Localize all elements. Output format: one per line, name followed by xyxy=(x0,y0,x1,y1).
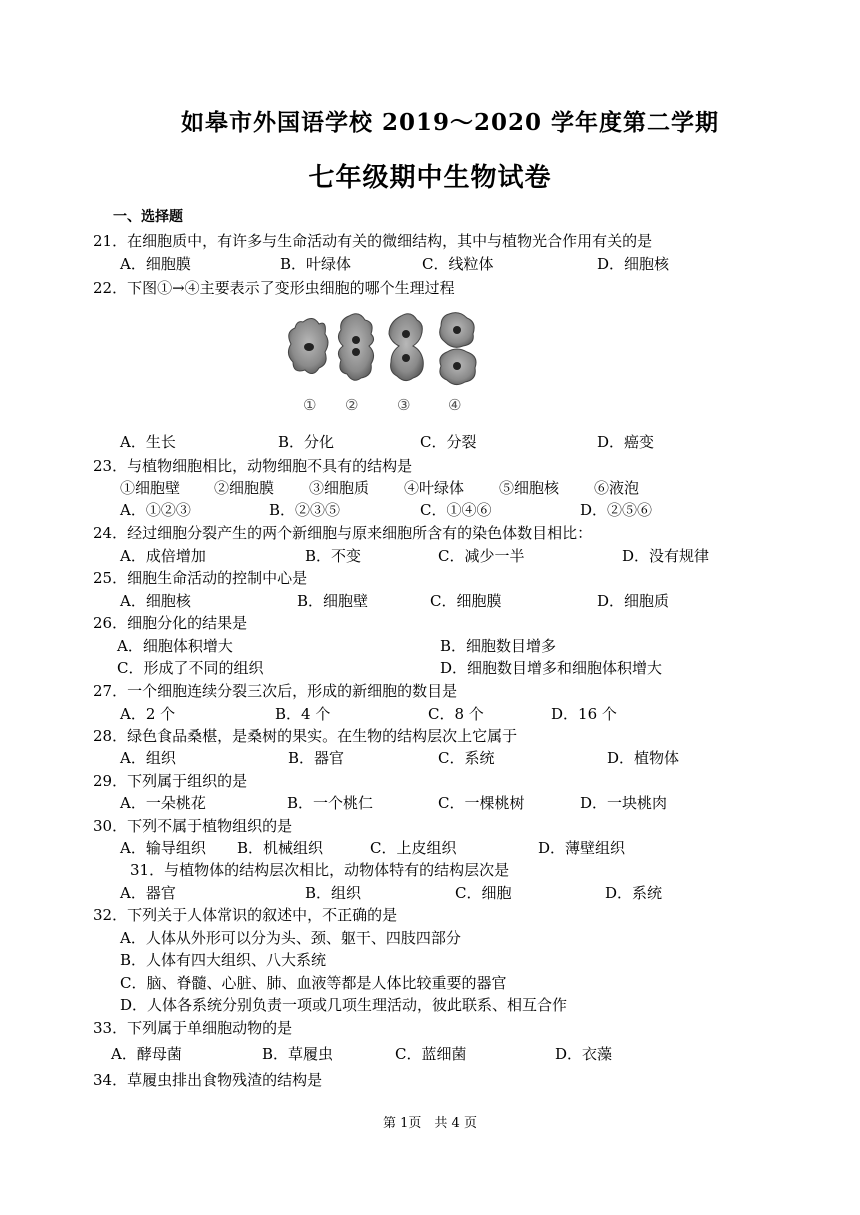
q23-option-c: C．①④⑥ xyxy=(420,501,492,519)
q26-option-b: B．细胞数目增多 xyxy=(440,637,557,655)
q22-option-a: A．生长 xyxy=(120,433,176,451)
q29-option-a: A．一朵桃花 xyxy=(120,794,206,812)
q30-option-c: C．上皮组织 xyxy=(370,839,457,857)
q28-option-a: A．组织 xyxy=(120,749,176,767)
q31-option-a: A．器官 xyxy=(120,884,176,902)
q27-option-c: C．8 个 xyxy=(428,705,484,723)
question-34-stem: 34．草履虫排出食物残渣的结构是 xyxy=(93,1071,323,1089)
question-24-stem: 24．经过细胞分裂产生的两个新细胞与原来细胞所含有的染色体数目相比： xyxy=(93,524,593,542)
question-29-stem: 29．下列属于组织的是 xyxy=(93,772,248,790)
q26-option-c: C．形成了不同的组织 xyxy=(117,659,264,677)
question-28-stem: 28．绿色食品桑椹，是桑树的果实。在生物的结构层次上它属于 xyxy=(93,727,518,745)
q29-option-d: D．一块桃肉 xyxy=(580,794,668,812)
q30-option-d: D．薄壁组织 xyxy=(538,839,626,857)
q32-option-d: D．人体各系统分别负责一项或几项生理活动，彼此联系、相互合作 xyxy=(120,996,568,1014)
q23-option-a: A．①②③ xyxy=(120,501,191,519)
amoeba-cell-diagram xyxy=(285,312,485,422)
q21-option-d: D．细胞核 xyxy=(597,255,670,273)
q25-option-d: D．细胞质 xyxy=(597,592,670,610)
q28-option-b: B．器官 xyxy=(288,749,345,767)
q25-option-a: A．细胞核 xyxy=(120,592,191,610)
q22-option-d: D．癌变 xyxy=(597,433,655,451)
question-33-stem: 33．下列属于单细胞动物的是 xyxy=(93,1019,293,1037)
q33-option-a: A．酵母菌 xyxy=(111,1045,182,1063)
q27-option-d: D．16 个 xyxy=(551,705,617,723)
q30-option-b: B．机械组织 xyxy=(237,839,324,857)
page-number-footer: 第 1页 共 4 页 xyxy=(383,1116,477,1131)
figure-label-2: ② xyxy=(345,396,359,414)
q26-option-d: D．细胞数目增多和细胞体积增大 xyxy=(440,659,663,677)
document-subtitle: 七年级期中生物试卷 xyxy=(308,163,552,193)
cell-stage-1 xyxy=(288,318,328,373)
question-26-stem: 26．细胞分化的结果是 xyxy=(93,614,248,632)
q23-option-b: B．②③⑤ xyxy=(269,501,341,519)
q31-option-b: B．组织 xyxy=(305,884,362,902)
q23-item-4: ④叶绿体 xyxy=(404,479,465,497)
question-21-stem: 21．在细胞质中，有许多与生命活动有关的微细结构，其中与植物光合作用有关的是 xyxy=(93,232,653,250)
q33-option-b: B．草履虫 xyxy=(262,1045,334,1063)
q22-option-c: C．分裂 xyxy=(420,433,477,451)
q23-item-3: ③细胞质 xyxy=(309,479,370,497)
q27-option-b: B．4 个 xyxy=(275,705,331,723)
figure-label-1: ① xyxy=(303,396,317,414)
q25-option-b: B．细胞壁 xyxy=(297,592,369,610)
q32-option-c: C．脑、脊髓、心脏、肺、血液等都是人体比较重要的器官 xyxy=(120,974,507,992)
q24-option-d: D．没有规律 xyxy=(622,547,710,565)
q22-option-b: B．分化 xyxy=(278,433,335,451)
q23-option-d: D．②⑤⑥ xyxy=(580,501,653,519)
q31-option-c: C．细胞 xyxy=(455,884,512,902)
figure-label-3: ③ xyxy=(397,396,411,414)
q26-option-a: A．细胞体积增大 xyxy=(117,637,233,655)
q33-option-c: C．蓝细菌 xyxy=(395,1045,467,1063)
q27-option-a: A．2 个 xyxy=(120,705,176,723)
question-25-stem: 25．细胞生命活动的控制中心是 xyxy=(93,569,308,587)
question-32-stem: 32．下列关于人体常识的叙述中，不正确的是 xyxy=(93,906,398,924)
question-23-stem: 23．与植物细胞相比，动物细胞不具有的结构是 xyxy=(93,457,413,475)
q21-option-c: C．线粒体 xyxy=(422,255,494,273)
figure-label-4: ④ xyxy=(448,396,462,414)
q32-option-a: A．人体从外形可以分为头、颈、躯干、四肢四部分 xyxy=(120,929,461,947)
q31-option-d: D．系统 xyxy=(605,884,663,902)
q32-option-b: B．人体有四大组织、八大系统 xyxy=(120,951,327,969)
q29-option-c: C．一棵桃树 xyxy=(438,794,525,812)
cell-stage-4 xyxy=(440,313,476,385)
question-27-stem: 27．一个细胞连续分裂三次后，形成的新细胞的数目是 xyxy=(93,682,458,700)
q23-item-1: ①细胞壁 xyxy=(120,479,181,497)
section-heading: 一、选择题 xyxy=(113,209,183,225)
q24-option-b: B．不变 xyxy=(305,547,362,565)
q23-item-6: ⑥液泡 xyxy=(594,479,640,497)
amoeba-division-figure xyxy=(285,312,485,426)
question-30-stem: 30．下列不属于植物组织的是 xyxy=(93,817,293,835)
document-title: 如皋市外国语学校 2019～2020 学年度第二学期 xyxy=(180,109,720,136)
q33-option-d: D．衣藻 xyxy=(555,1045,613,1063)
q25-option-c: C．细胞膜 xyxy=(430,592,502,610)
q28-option-c: C．系统 xyxy=(438,749,495,767)
q21-option-b: B．叶绿体 xyxy=(280,255,352,273)
cell-stage-2 xyxy=(338,314,373,381)
q28-option-d: D．植物体 xyxy=(607,749,680,767)
q21-option-a: A．细胞膜 xyxy=(120,255,191,273)
q23-item-2: ②细胞膜 xyxy=(214,479,275,497)
q23-item-5: ⑤细胞核 xyxy=(499,479,560,497)
q29-option-b: B．一个桃仁 xyxy=(287,794,374,812)
q30-option-a: A．输导组织 xyxy=(120,839,206,857)
q24-option-c: C．减少一半 xyxy=(438,547,525,565)
cell-stage-3 xyxy=(389,314,423,381)
q24-option-a: A．成倍增加 xyxy=(120,547,206,565)
question-31-stem: 31．与植物体的结构层次相比，动物体特有的结构层次是 xyxy=(130,861,510,879)
question-22-stem: 22．下图①→④主要表示了变形虫细胞的哪个生理过程 xyxy=(93,279,455,297)
